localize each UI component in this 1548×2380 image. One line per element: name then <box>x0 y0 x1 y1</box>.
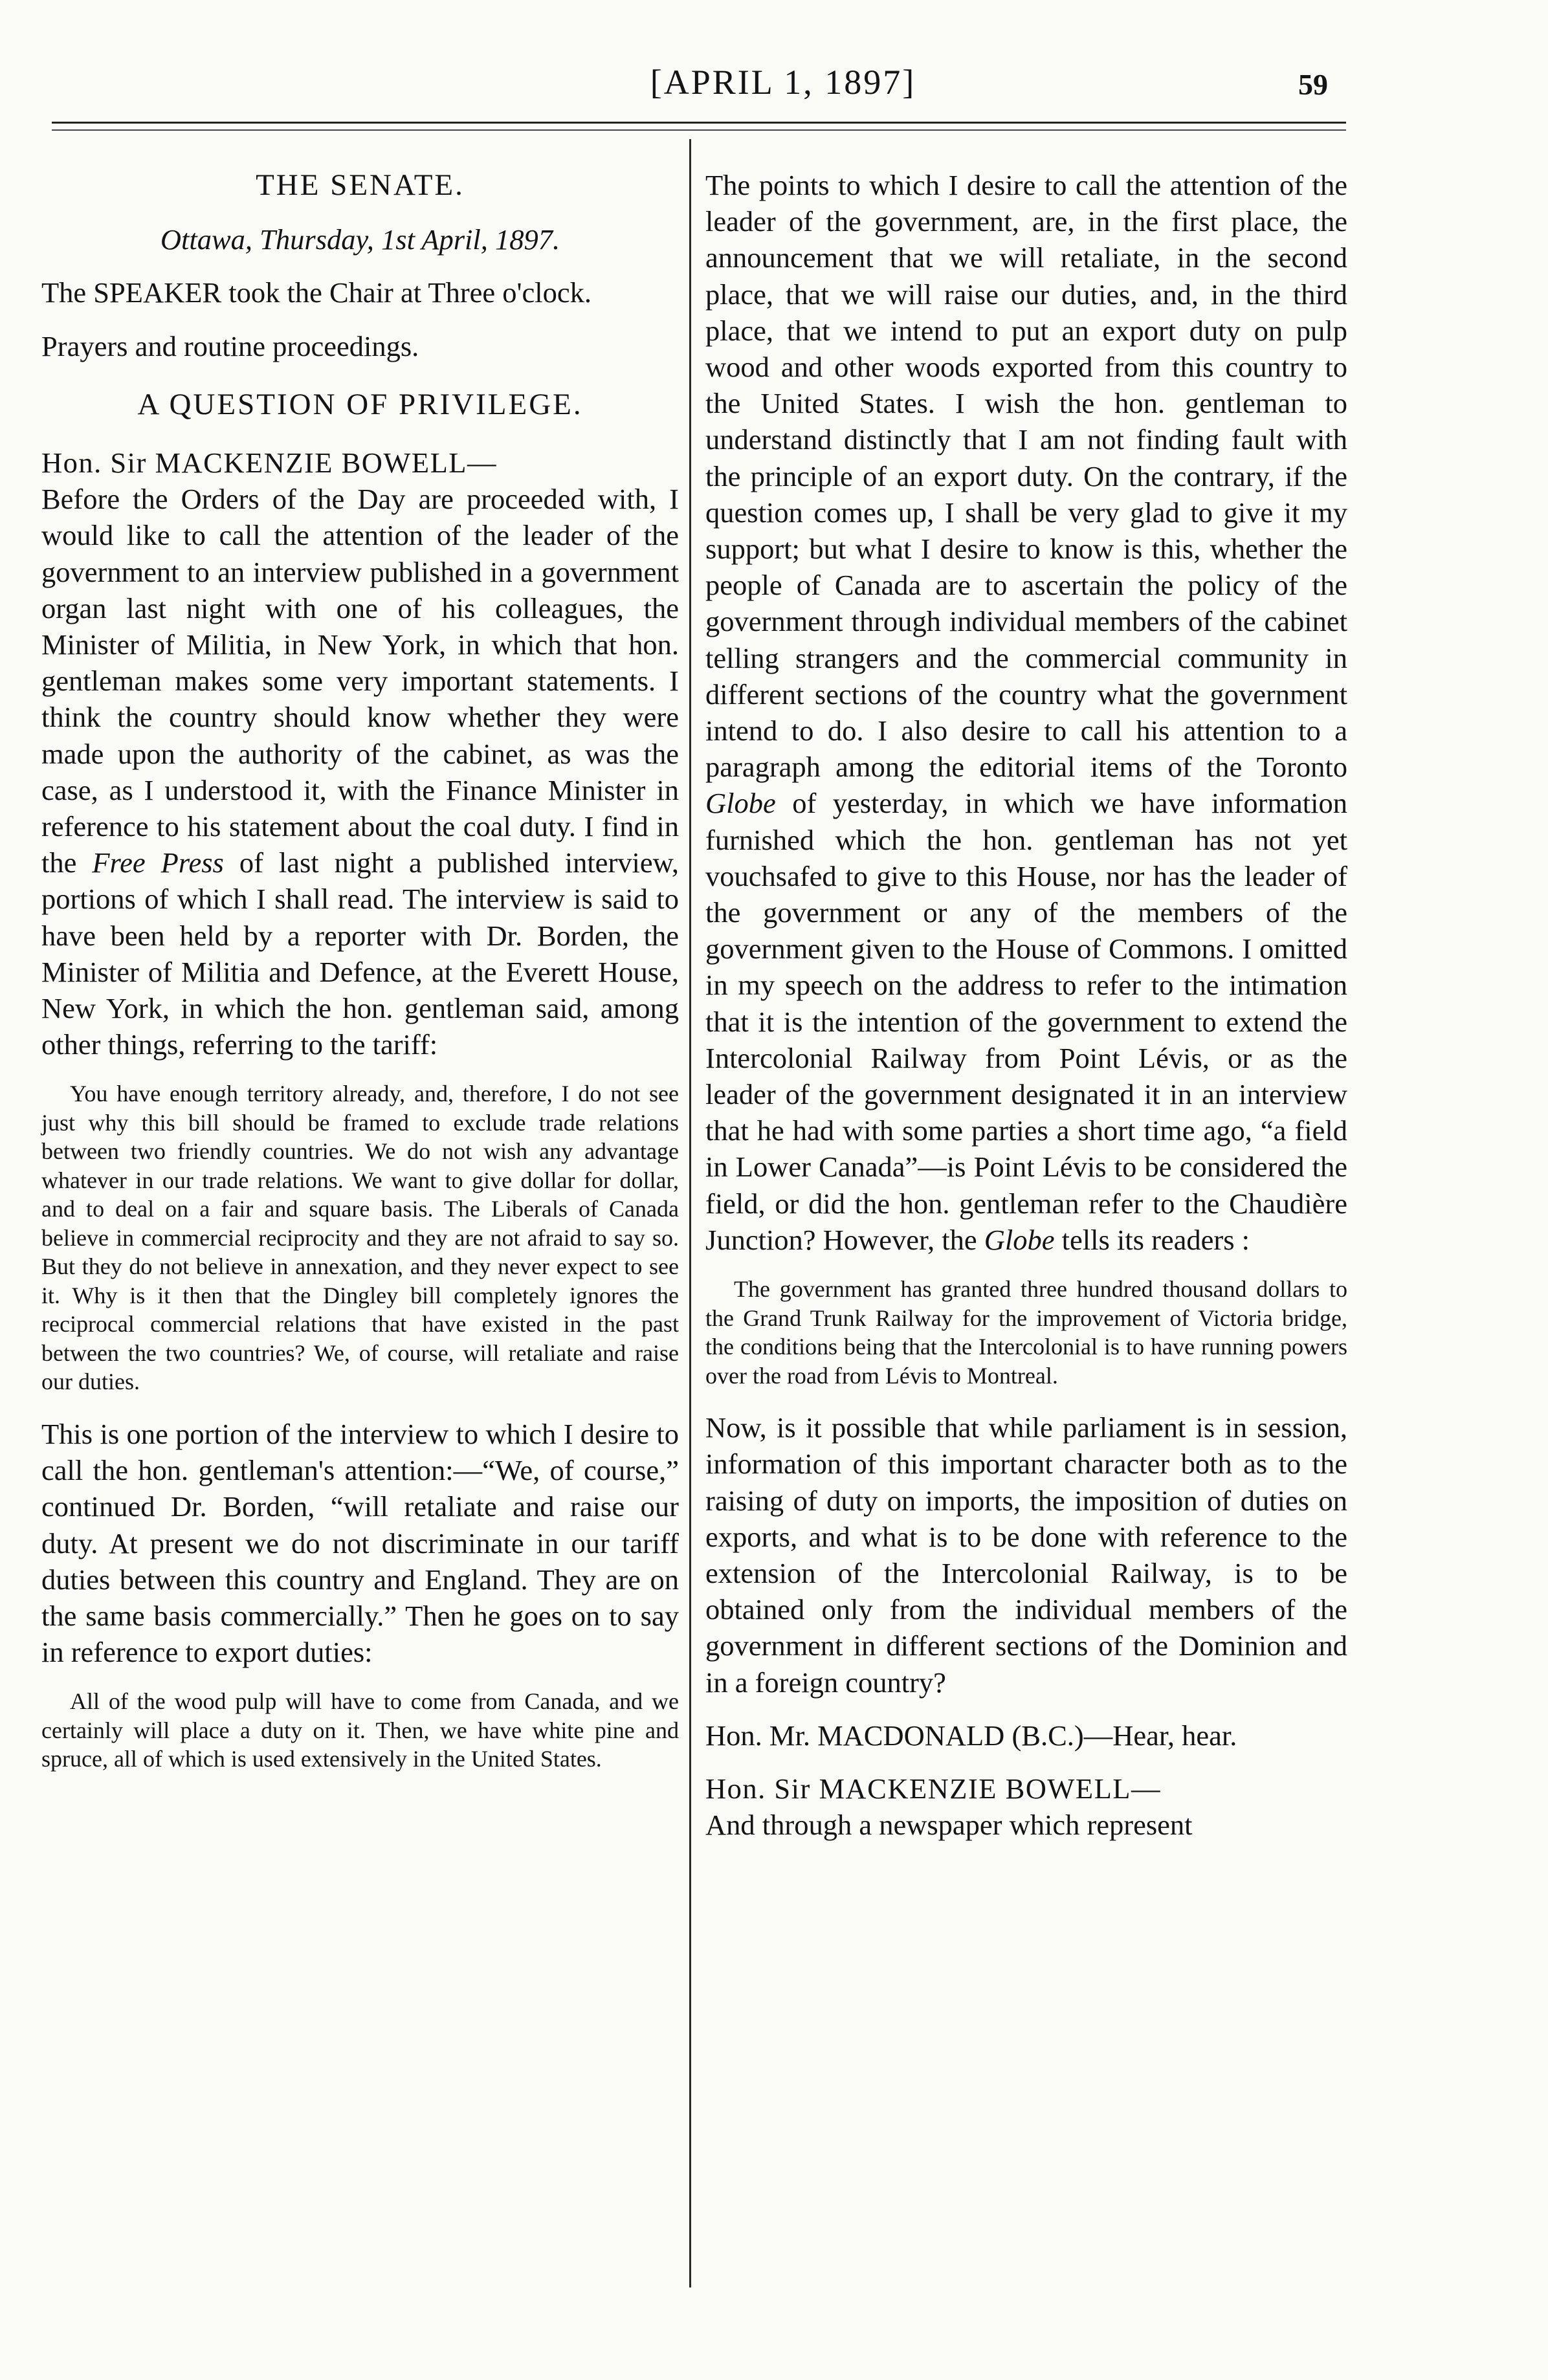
paragraph-points <box>705 167 1347 1258</box>
quoted-export-duties: All of the wood pulp will have to come from Canada, and we certainly will place a duty on it. Then, we have white pine and spruce, all of which is used extensively in the United States. <box>41 1688 679 1772</box>
paragraph-bowell-continued: And through a newspaper which represent <box>705 1809 1193 1842</box>
dateline: Ottawa, Thursday, 1st April, 1897. <box>160 223 560 256</box>
paragraph-interview-portion: This is one portion of the interview to which I desire to call the hon. gentleman's attention:—“We, of course,” continued Dr. Borden, “will retaliate and raise our duty. At present we do not discriminate in our tariff duties between this country and England. They are on the same basis commercially.” Then he goes on to say in reference to export duties: <box>41 1417 679 1669</box>
text-run: Before the Orders of the Day are proceeded with, I would like to call the attention of the leader of the government to an interview published in a government organ last night with one of his colleagues, the Minister of Militia, in New York, in which that hon. gentleman makes some very important statements. I think the country should know whether they were made upon the authority of the cabinet, as was the case, as I understood it, with the Finance Minister in reference to his statement about the coal duty. I find in the <box>41 483 679 879</box>
section-title: THE SENATE. <box>256 168 465 202</box>
quoted-globe-item: The government has granted three hundred thousand dollars to the Grand Trunk Railway for the improvement of Victoria bridge, the conditions being that the Intercolonial is to have running powers over the road from Lévis to Montreal. <box>705 1276 1347 1389</box>
newspaper-title: Globe <box>984 1223 1055 1256</box>
text-run: of yesterday, in which we have information furnished which the hon. gentleman has not yet vouchsafed to give to this House, nor has the leader of the government or any of the members of the government given to the House of Commons. I omitted in my speech on the address to refer to the intimation that it is the intention of the government to extend the Intercolonial Railway from Point Lévis, or as the leader of the government designated it in an interview that he had with some parties a short time ago, “a field in Lower Canada”—is Point Lévis to be considered the field, or did the hon. gentleman refer to the Chaudière Junction? However, the <box>705 787 1347 1256</box>
header-date: [APRIL 1, 1897] <box>650 63 916 102</box>
newspaper-title: Globe <box>705 787 776 820</box>
text-run: The points to which I desire to call the attention of the leader of the government, are, in the first place, the announcement that we will retaliate, in the second place, that we will raise our duties, and, in the third place, that we intend to put an export duty on pulp wood and other woods exported from this country to the United States. I wish the hon. gentleman to understand distinctly that I am not finding fault with the principle of an export duty. On the contrary, if the question comes up, I shall be very glad to give it my support; but what I desire to know is this, whether the people of Canada are to ascertain the policy of the government through individual members of the cabinet telling strangers and the commercial community in different sections of the country what the government intend to do. I also desire to call his attention to a paragraph among the editorial items of the Toronto <box>705 169 1347 784</box>
right-column <box>705 167 1347 1860</box>
quoted-interview-excerpt: You have enough territory already, and, therefore, I do not see just why this bill should be framed to exclude trade relations between two friendly countries. We do not wish any advantage whatever in our trade relations. We want to give dollar for dollar, and to deal on a fair and square basis. The Liberals of Canada believe in commercial reciprocity and they are not afraid to say so. But they do not believe in annexation, and they never expect to see it. Why is it then that the Dingley bill completely ignores the reciprocal commercial relations that have existed in the past between the two countries? We, of course, will retaliate and raise our duties. <box>41 1081 679 1395</box>
speaker-name: Hon. Sir MACKENZIE BOWELL— <box>705 1772 1161 1805</box>
section-subhead: A QUESTION OF PRIVILEGE. <box>137 387 583 421</box>
page-number: 59 <box>1298 68 1328 101</box>
speaker-name: Hon. Sir MACKENZIE BOWELL— <box>41 446 497 479</box>
running-header <box>0 62 1548 120</box>
left-column <box>41 167 679 1793</box>
paragraph-prayers: Prayers and routine proceedings. <box>41 329 419 362</box>
paragraph-macdonald: Hon. Mr. MACDONALD (B.C.)—Hear, hear. <box>705 1719 1237 1752</box>
header-rule <box>52 122 1346 124</box>
text-run: of last night a published interview, portions of which I shall read. The interview is said to have been held by a reporter with Dr. Borden, the Minister of Militia and Defence, at the Everett House, New York, in which the hon. gentleman said, among other things, referring to the tariff: <box>41 846 679 1061</box>
newspaper-title: Free Press <box>92 846 224 879</box>
paragraph-speaker-took-chair: The SPEAKER took the Chair at Three o'clock. <box>41 276 592 309</box>
paragraph-bowell-remarks <box>41 481 679 1063</box>
column-divider <box>689 139 691 2287</box>
header-rule-secondary <box>52 129 1346 131</box>
paragraph-now-is-it-possible: Now, is it possible that while parliament is in session, information of this important character both as to the raising of duty on imports, the imposition of duties on exports, and what is to be done with reference to the extension of the Intercolonial Railway, is to be obtained only from the individual members of the government in different sections of the Dominion and in a foreign country? <box>705 1411 1347 1699</box>
text-run: tells its readers : <box>1054 1223 1250 1256</box>
